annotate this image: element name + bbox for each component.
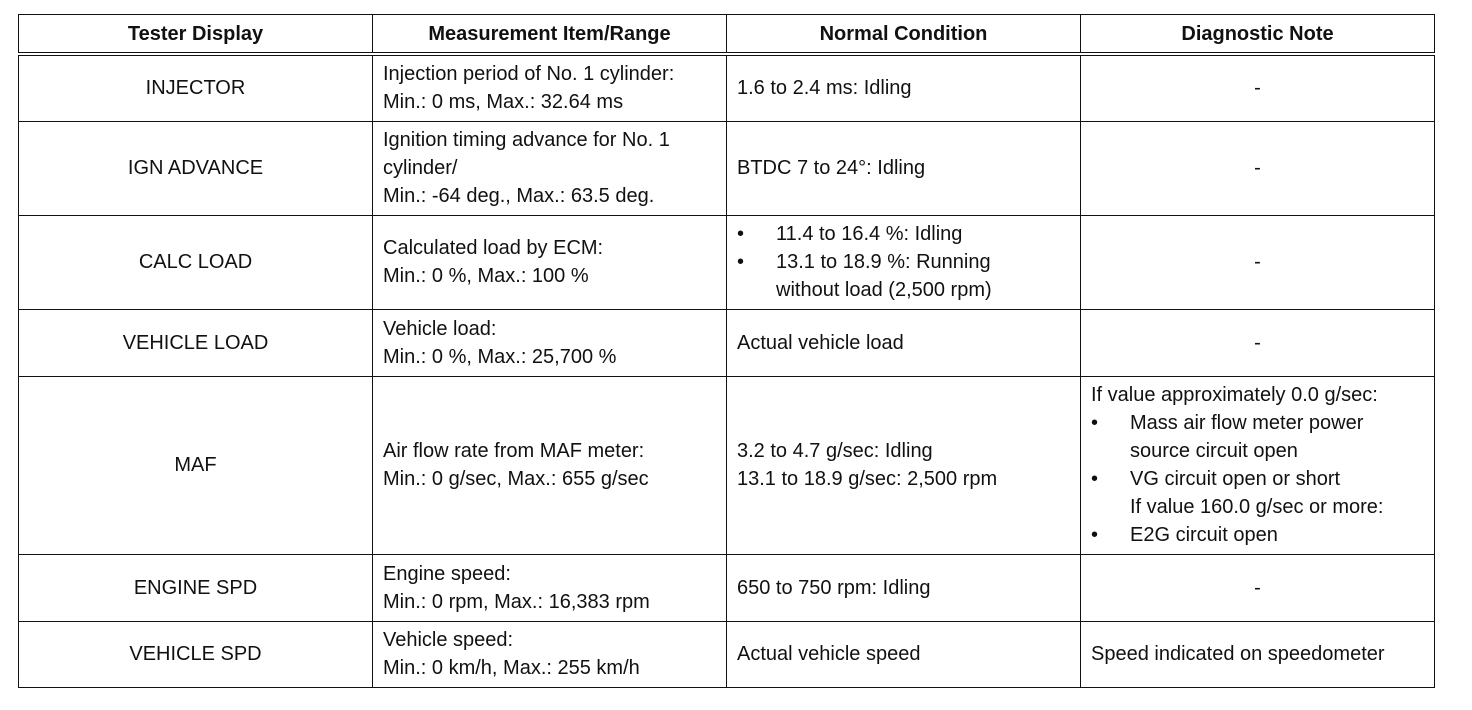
table-row	[19, 376, 1435, 554]
measurement-line: Air flow rate from MAF meter:	[383, 440, 645, 462]
header-diagnostic-note: Diagnostic Note	[1081, 15, 1435, 55]
tester-display-cell: CALC LOAD	[19, 215, 373, 309]
bullet-text: E2G circuit open	[1130, 524, 1278, 546]
normal-line: 3.2 to 4.7 g/sec: Idling	[737, 440, 933, 462]
normal-line: Actual vehicle load	[737, 331, 904, 354]
bullet-text: 13.1 to 18.9 %: Running	[776, 251, 991, 273]
measurement-line: Ignition timing advance for No. 1	[383, 129, 670, 151]
tester-display-cell: INJECTOR	[19, 54, 373, 121]
note-bullet-list	[1091, 409, 1424, 549]
note-line: Speed indicated on speedometer	[1091, 643, 1385, 665]
bullet-text: 11.4 to 16.4 %: Idling	[776, 223, 963, 245]
table-row	[19, 621, 1435, 687]
measurement-line: Min.: 0 km/h, Max.: 255 km/h	[383, 657, 640, 679]
normal-condition-cell	[727, 215, 1081, 309]
measurement-cell	[373, 54, 727, 121]
tester-display-cell: MAF	[19, 376, 373, 554]
measurement-line: Injection period of No. 1 cylinder:	[383, 63, 675, 86]
bullet-text: VG circuit open or short	[1130, 468, 1341, 490]
bullet-item	[737, 248, 1070, 304]
table-row	[19, 554, 1435, 621]
normal-line: 13.1 to 18.9 g/sec: 2,500 rpm	[737, 468, 998, 490]
table-row	[19, 309, 1435, 376]
header-measurement-item: Measurement Item/Range	[373, 15, 727, 55]
note-intro: If value approximately 0.0 g/sec:	[1091, 384, 1378, 406]
tester-display-cell: IGN ADVANCE	[19, 121, 373, 215]
table-row	[19, 121, 1435, 215]
bullet-item	[737, 220, 1070, 248]
header-row	[19, 15, 1435, 55]
measurement-line: Calculated load by ECM:	[383, 237, 604, 259]
measurement-line: Min.: 0 %, Max.: 25,700 %	[383, 345, 617, 368]
bullet-text: Mass air flow meter power	[1130, 412, 1364, 434]
header-normal-condition: Normal Condition	[727, 15, 1081, 55]
diagnostic-note-cell: -	[1081, 54, 1435, 121]
tester-display-cell: VEHICLE SPD	[19, 621, 373, 687]
tester-display-cell: ENGINE SPD	[19, 554, 373, 621]
measurement-line: Vehicle load:	[383, 317, 497, 340]
normal-condition-cell	[727, 376, 1081, 554]
normal-line: 650 to 750 rpm: Idling	[737, 576, 931, 599]
header-tester-display: Tester Display	[19, 15, 373, 55]
normal-line: Actual vehicle speed	[737, 643, 921, 665]
normal-condition-cell	[727, 121, 1081, 215]
measurement-cell	[373, 621, 727, 687]
measurement-line: cylinder/	[383, 157, 458, 179]
measurement-line: Min.: 0 ms, Max.: 32.64 ms	[383, 91, 624, 114]
measurement-line: Min.: 0 %, Max.: 100 %	[383, 265, 589, 287]
measurement-line: Min.: 0 rpm, Max.: 16,383 rpm	[383, 590, 650, 613]
bullet-text-continued: If value 160.0 g/sec or more:	[1130, 496, 1384, 518]
measurement-cell	[373, 309, 727, 376]
measurement-cell	[373, 215, 727, 309]
bullet-item	[1091, 465, 1424, 521]
measurement-cell	[373, 376, 727, 554]
bullet-text-continued: without load (2,500 rpm)	[776, 279, 992, 301]
normal-line: BTDC 7 to 24°: Idling	[737, 157, 926, 179]
table-header	[19, 15, 1435, 55]
bullet-text-continued: source circuit open	[1130, 440, 1298, 462]
normal-condition-cell	[727, 621, 1081, 687]
bullet-item	[1091, 521, 1424, 549]
normal-line: 1.6 to 2.4 ms: Idling	[737, 77, 912, 100]
normal-condition-cell	[727, 309, 1081, 376]
table-row	[19, 215, 1435, 309]
measurement-cell	[373, 554, 727, 621]
measurement-line: Min.: 0 g/sec, Max.: 655 g/sec	[383, 468, 649, 490]
table-row	[19, 54, 1435, 121]
tester-display-cell: VEHICLE LOAD	[19, 309, 373, 376]
diagnostic-note-cell: -	[1081, 121, 1435, 215]
measurement-line: Vehicle speed:	[383, 629, 514, 651]
table-body	[19, 54, 1435, 687]
diagnostic-note-cell: -	[1081, 215, 1435, 309]
normal-condition-cell	[727, 554, 1081, 621]
diagnostic-note-cell: -	[1081, 554, 1435, 621]
data-list-table	[18, 14, 1435, 688]
diagnostic-note-cell	[1081, 376, 1435, 554]
normal-bullet-list	[737, 220, 1070, 304]
measurement-cell	[373, 121, 727, 215]
diagnostic-note-cell	[1081, 621, 1435, 687]
diagnostic-note-cell: -	[1081, 309, 1435, 376]
measurement-line: Engine speed:	[383, 562, 511, 585]
measurement-line: Min.: -64 deg., Max.: 63.5 deg.	[383, 185, 655, 207]
normal-condition-cell	[727, 54, 1081, 121]
bullet-item	[1091, 409, 1424, 465]
